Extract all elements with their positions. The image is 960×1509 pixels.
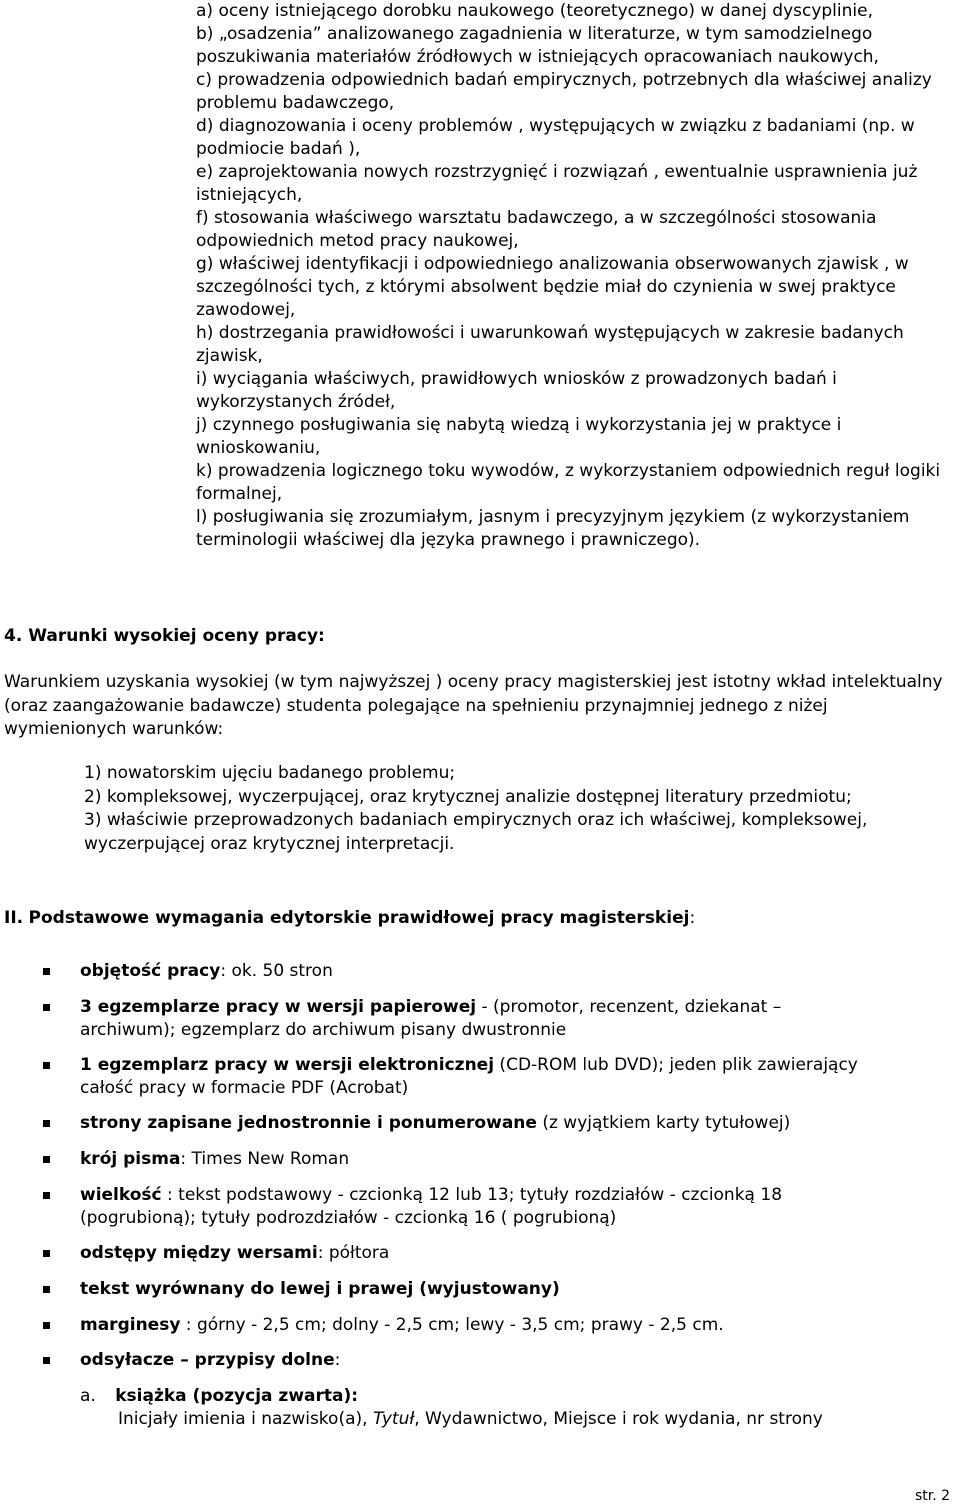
bullet-square-icon [43,1192,50,1199]
requirement-text: : Times New Roman [180,1149,350,1169]
section-title: Podstawowe wymagania edytorskie prawidłowej pracy magisterskiej [28,908,690,928]
bullet-square-icon [43,968,50,975]
skill-item: a) oceny istniejącego dorobku naukowego (teoretycznego) w danej dyscyplinie, [196,1,873,21]
requirement-text: - (promotor, recenzent, dziekanat – archiwum); egzemplarz do archiwum pisany dwustronnie [80,997,782,1040]
skill-item: f) stosowania właściwego warsztatu badawczego, a w szczególności stosowania odpowiednich metod pracy naukowej, [196,208,877,251]
section-4-intro: Warunkiem uzyskania wysokiej (w tym najwyższej ) oceny pracy magisterskiej jest istotny wkład intelektualny (oraz zaangażowanie badawcze) studenta polegające na spełnieniu przynajmniej jednego z niżej wymienionych warunków: [4,672,943,739]
skill-item: e) zaprojektowania nowych rozstrzygnięć i rozwiązań , ewentualnie usprawnienia już istniejących, [196,162,918,205]
requirement-text: : górny - 2,5 cm; dolny - 2,5 cm; lewy - 3,5 cm; prawy - 2,5 cm. [180,1315,724,1335]
requirement-text: (CD-ROM lub DVD); jeden plik zawierający całość pracy w formacie PDF (Acrobat) [80,1055,858,1098]
skill-item: d) diagnozowania i oceny problemów , występujących w związku z badaniami (np. w podmiocie badań ), [196,116,915,159]
skill-item: k) prowadzenia logicznego toku wywodów, z wykorzystaniem odpowiednich reguł logiki formalnej, [196,461,941,504]
footnote-subitem [80,1385,358,1408]
skill-item: l) posługiwania się zrozumiałym, jasnym i precyzyjnym językiem (z wykorzystaniem terminologii właściwej dla języka prawnego i prawniczego). [196,507,910,550]
requirement-text: : [334,1350,341,1370]
requirement-text: : półtora [317,1243,390,1263]
requirement-text: (z wyjątkiem karty tytułowej) [536,1113,791,1133]
requirement-label: wielkość [80,1185,162,1205]
condition-item: 1) nowatorskim ujęciu badanego problemu; [84,763,456,783]
skill-item: i) wyciągania właściwych, prawidłowych wniosków z prowadzonych badań i wykorzystanych źródeł, [196,369,837,412]
section-colon: : [689,908,696,928]
footnote-format-line [118,1408,823,1431]
format-text-italic: Tytuł [372,1409,415,1429]
subitem-label: książka (pozycja zwarta): [115,1386,359,1406]
format-text-after: , Wydawnictwo, Miejsce i rok wydania, nr strony [414,1409,823,1429]
section-2-heading [4,906,695,930]
requirement-text: : tekst podstawowy - czcionką 12 lub 13; tytuły rozdziałów - czcionką 18 (pogrubioną); tytuły podrozdziałów - czcionką 16 ( pogrubioną) [80,1185,783,1228]
requirement-label: odstępy między wersami [80,1243,318,1263]
requirement-label: 1 egzemplarz pracy w wersji elektronicznej [80,1055,495,1075]
bullet-square-icon [43,1357,50,1364]
bullet-square-icon [43,1156,50,1163]
bullet-square-icon [43,1062,50,1069]
conditions-list [84,762,954,856]
requirement-label: tekst wyrównany do lewej i prawej (wyjustowany) [80,1279,560,1299]
requirement-label: 3 egzemplarze pracy w wersji papierowej [80,997,477,1017]
condition-item: 2) kompleksowej, wyczerpującej, oraz krytycznej analizie dostępnej literatury przedmiotu; [84,786,852,807]
skill-item: g) właściwej identyfikacji i odpowiedniego analizowania obserwowanych zjawisk , w szczególności tych, z którymi absolwent będzie miał do czynienia w swej praktyce zawodowej, [196,254,909,320]
condition-item: 3) właściwie przeprowadzonych badaniach empirycznych oraz ich właściwej, kompleksowej, wyczerpującej oraz krytycznej interpretacji. [84,810,868,854]
requirement-label: krój pisma [80,1149,181,1169]
skills-list [196,0,956,552]
requirement-text: : ok. 50 stron [220,961,333,981]
subitem-marker: a. [80,1386,96,1406]
requirement-label: odsyłacze – przypisy dolne [80,1350,335,1370]
bullet-square-icon [43,1250,50,1257]
requirement-label: objętość pracy [80,961,221,981]
skill-item: c) prowadzenia odpowiednich badań empirycznych, potrzebnych dla właściwej analizy problemu badawczego, [196,70,932,113]
requirement-label: marginesy [80,1315,181,1335]
requirement-label: strony zapisane jednostronnie i ponumerowane [80,1113,537,1133]
section-number: II. [4,908,24,928]
bullet-square-icon [43,1004,50,1011]
bullet-square-icon [43,1120,50,1127]
skill-item: j) czynnego posługiwania się nabytą wiedzą i wykorzystania jej w praktyce i wnioskowaniu, [196,415,842,458]
section-4-heading: 4. Warunki wysokiej oceny pracy: [4,626,325,646]
skill-item: h) dostrzegania prawidłowości i uwarunkowań występujących w zakresie badanych zjawisk, [196,323,904,366]
bullet-square-icon [43,1286,50,1293]
bullet-square-icon [43,1322,50,1329]
skill-item: b) „osadzenia” analizowanego zagadnienia w literaturze, w tym samodzielnego poszukiwania materiałów źródłowych w istniejących opracowaniach naukowych, [196,24,879,67]
page-number: str. 2 [914,1488,950,1504]
format-text-before: Inicjały imienia i nazwisko(a), [118,1409,373,1429]
